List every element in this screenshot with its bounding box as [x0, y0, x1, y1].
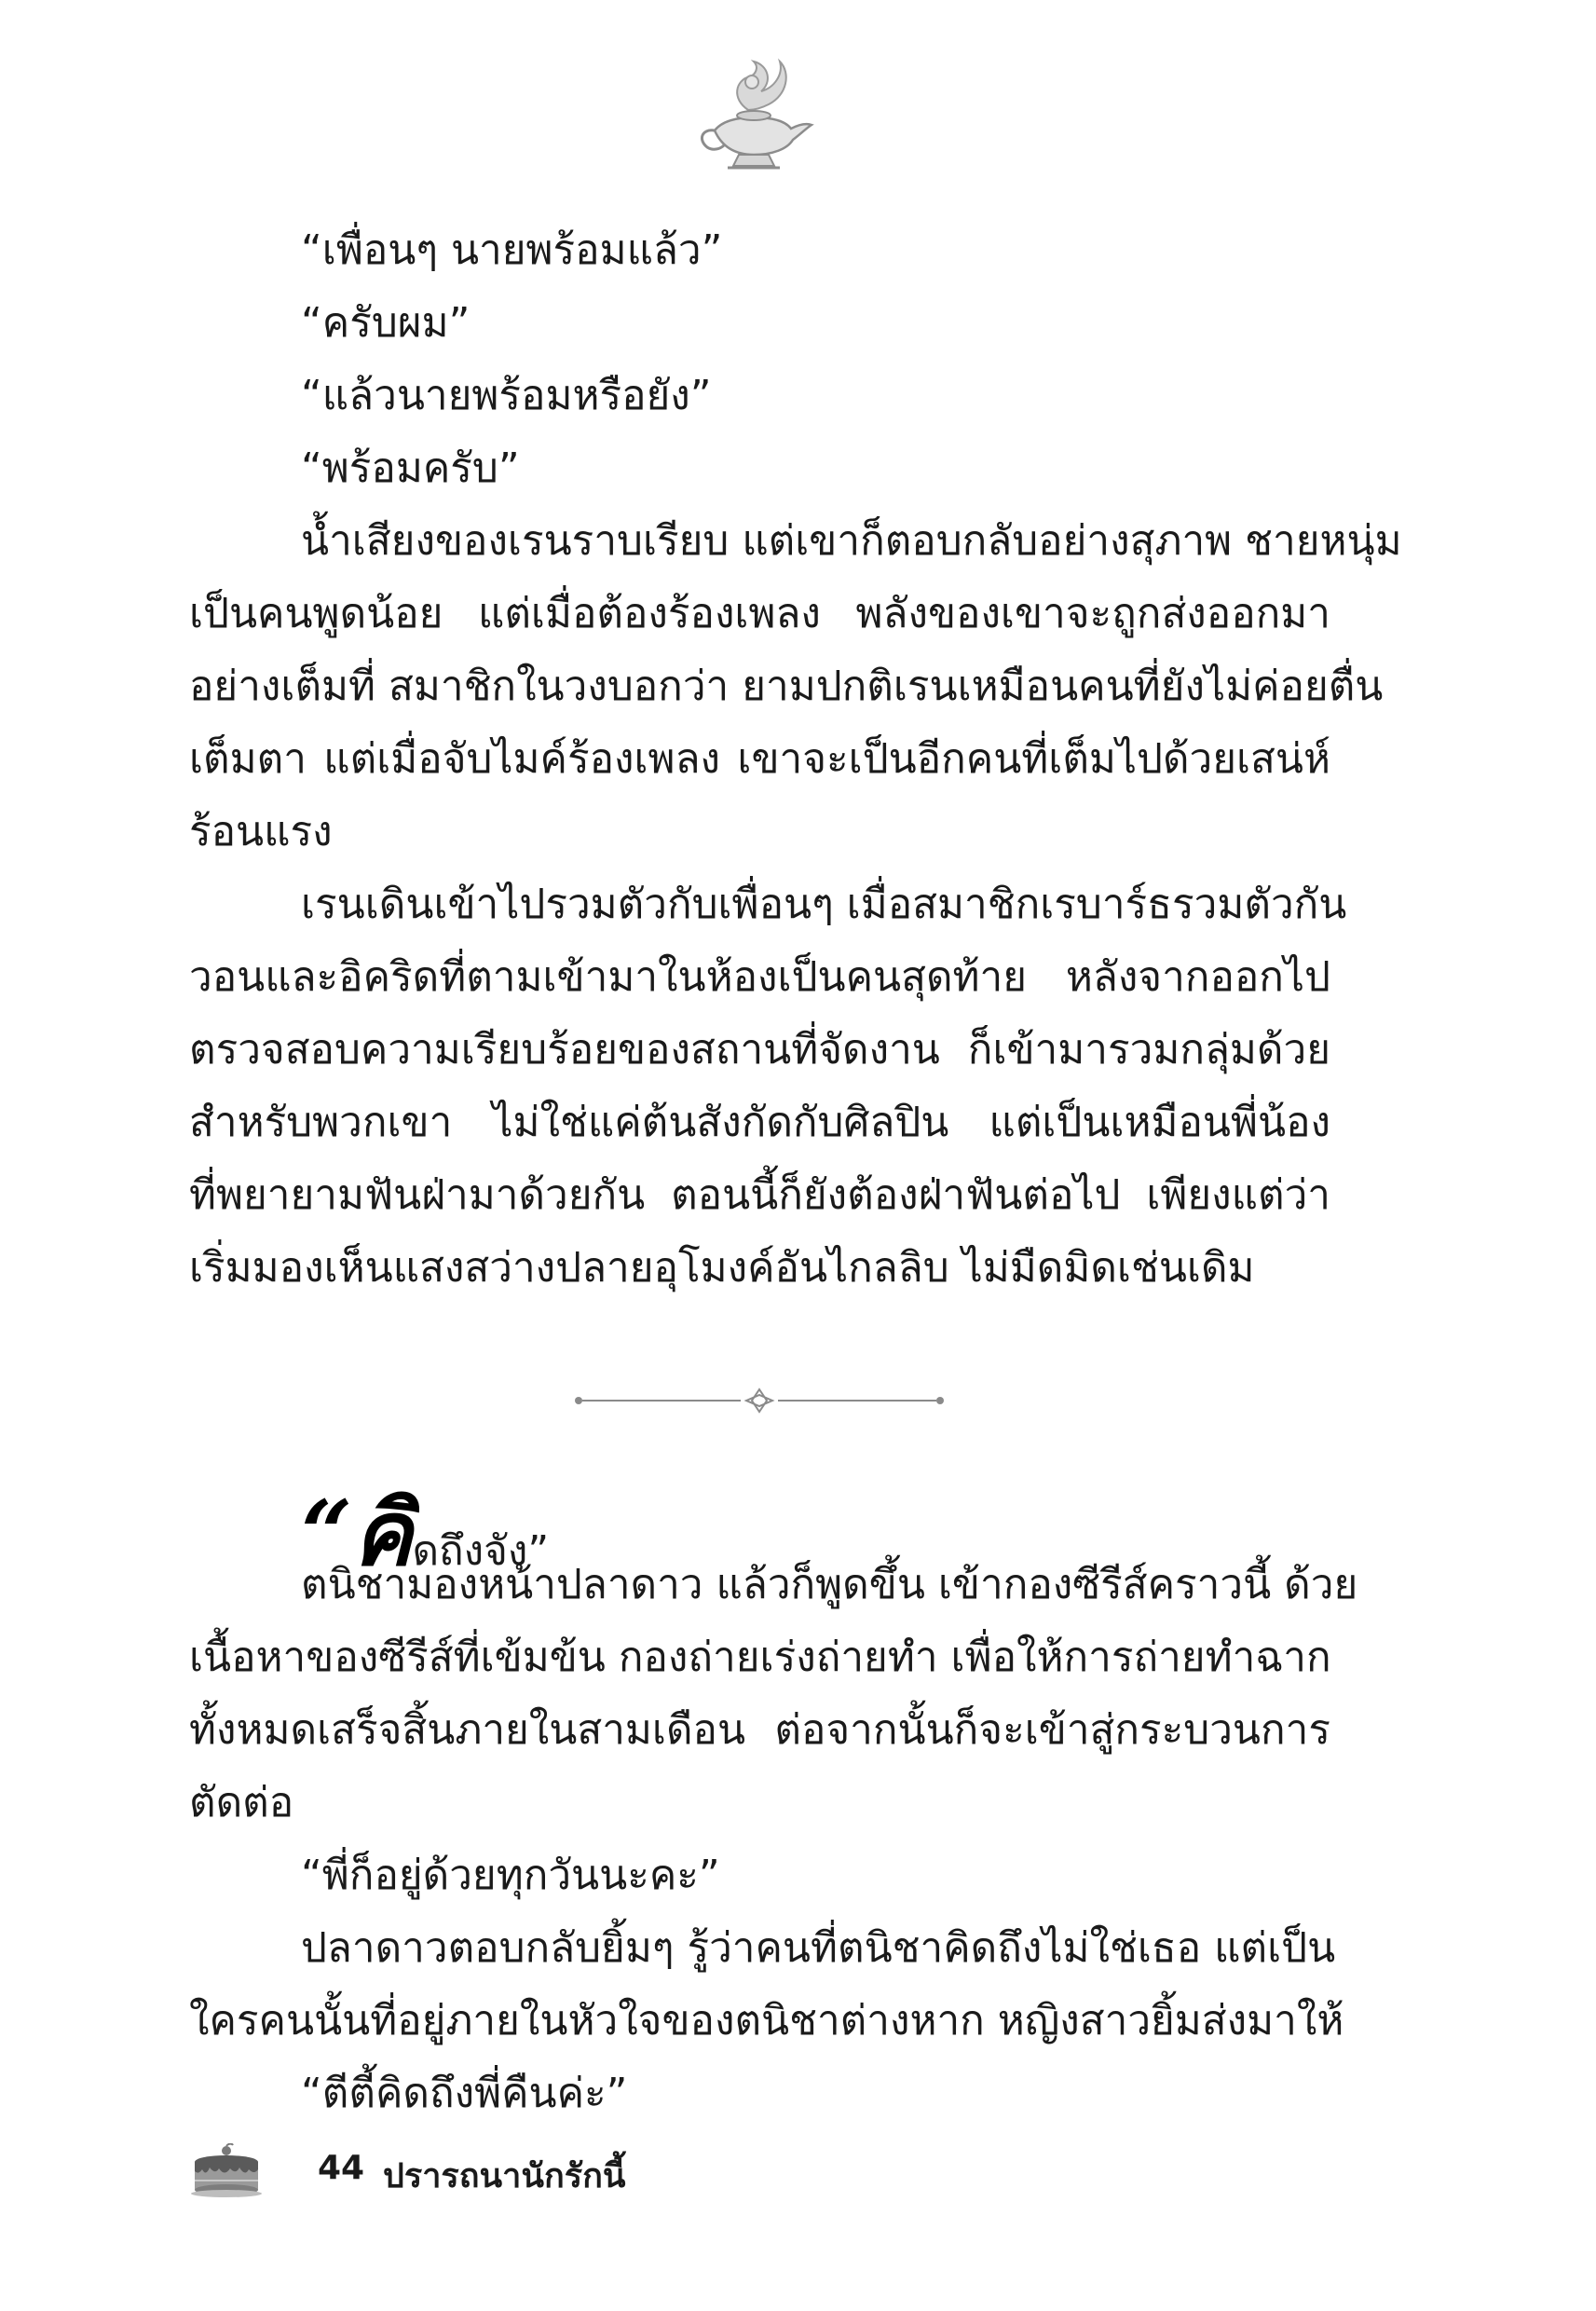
- paragraph-line: ทั้งหมดเสร็จสิ้นภายในสามเดือน ต่อจากนั้นก็จะเข้าสู่กระบวนการ: [189, 1706, 1330, 1754]
- paragraph-line: เรนเดินเข้าไปรวมตัวกับเพื่อนๆ เมื่อสมาชิกเรบาร์ธรวมตัวกัน: [301, 881, 1347, 928]
- paragraph-line: เป็นคนพูดน้อย แต่เมื่อต้องร้องเพลง พลังของเขาจะถูกส่งออกมา: [189, 590, 1330, 637]
- book-title: ปรารถนานักรักนี้: [383, 2157, 626, 2195]
- paragraph-line: เริ่มมองเห็นแสงสว่างปลายอุโมงค์อันไกลลิบ ไม่มืดมิดเช่นเดิม: [189, 1244, 1255, 1292]
- paragraph-line: ปลาดาวตอบกลับยิ้มๆ รู้ว่าคนที่ตนิชาคิดถึงไม่ใช่เธอ แต่เป็น: [301, 1924, 1336, 1972]
- dialogue-line: “พร้อมครับ”: [301, 444, 520, 492]
- paragraph-line: ตัดต่อ: [189, 1779, 294, 1826]
- paragraph-line: ร้อนแรง: [189, 808, 333, 855]
- paragraph-line: เนื้อหาของซีรีส์ที่เข้มข้น กองถ่ายเร่งถ่ายทำ เพื่อให้การถ่ายทำฉาก: [189, 1634, 1331, 1681]
- opening-rest: ดถึงจัง”: [412, 1527, 550, 1575]
- page-number: 44: [318, 2149, 365, 2187]
- cake-icon: [189, 2143, 264, 2199]
- section-2-opening: [301, 1463, 550, 1586]
- section-2-text: [189, 1549, 1358, 2130]
- paragraph-line: ที่พยายามฟันฝ่ามาด้วยกัน ตอนนี้ก็ยังต้องฝ่าฟันต่อไป เพียงแต่ว่า: [189, 1171, 1330, 1219]
- paragraph-line: เต็มตา แต่เมื่อจับไมค์ร้องเพลง เขาจะเป็นอีกคนที่เต็มไปด้วยเสน่ห์: [189, 735, 1330, 783]
- opening-quote: “: [301, 1481, 353, 1586]
- paragraph-line: วอนและอิคริดที่ตามเข้ามาในห้องเป็นคนสุดท้าย หลังจากออกไป: [189, 953, 1330, 1001]
- paragraph-line: ใครคนนั้นที่อยู่ภายในหัวใจของตนิชาต่างหาก หญิงสาวยิ้มส่งมาให้: [189, 1997, 1344, 2044]
- paragraph-line: น้ำเสียงของเรนราบเรียบ แต่เขาก็ตอบกลับอย่างสุภาพ ชายหนุ่ม: [301, 517, 1402, 565]
- dialogue-line: “พี่ก็อยู่ด้วยทุกวันนะคะ”: [301, 1852, 720, 1899]
- section-1-text: [189, 214, 1402, 1305]
- dialogue-line: “เพื่อนๆ นายพร้อมแล้ว”: [301, 226, 723, 274]
- genie-lamp-icon: [694, 54, 815, 175]
- dialogue-line: “ตีตี้คิดถึงพี่คืนค่ะ”: [301, 2070, 628, 2117]
- paragraph-line: ตนิชามองหน้าปลาดาว แล้วก็พูดขึ้น เข้ากองซีรีส์คราวนี้ ด้วย: [301, 1561, 1358, 1608]
- paragraph-line: สำหรับพวกเขา ไม่ใช่แค่ต้นสังกัดกับศิลปิน แต่เป็นเหมือนพี่น้อง: [189, 1099, 1330, 1146]
- drop-letter: คิ: [352, 1482, 413, 1586]
- dialogue-line: “ครับผม”: [301, 299, 471, 347]
- paragraph-line: ตรวจสอบความเรียบร้อยของสถานที่จัดงาน ก็เข้ามารวมกลุ่มด้วย: [189, 1026, 1330, 1073]
- section-divider: [573, 1387, 946, 1415]
- paragraph-line: อย่างเต็มที่ สมาชิกในวงบอกว่า ยามปกติเรนเหมือนคนที่ยังไม่ค่อยตื่น: [189, 663, 1384, 710]
- dialogue-line: “แล้วนายพร้อมหรือยัง”: [301, 372, 712, 419]
